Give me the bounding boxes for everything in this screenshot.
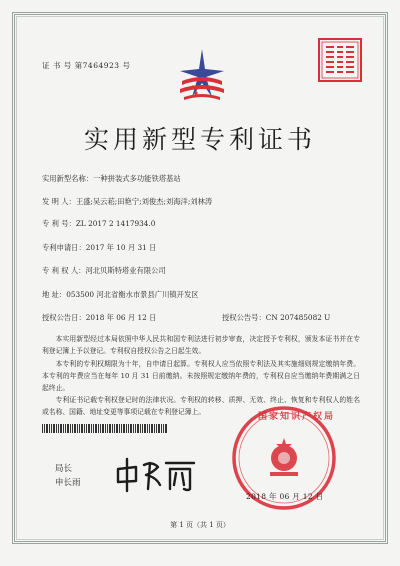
field-grant-pub-no bbox=[222, 313, 330, 323]
field-patent-no bbox=[42, 219, 155, 229]
field-value: 2017 年 10 月 31 日 bbox=[85, 243, 157, 252]
patent-office-emblem-icon bbox=[172, 47, 232, 109]
field-filing-date bbox=[42, 243, 156, 253]
seal-date: 2018 年 06 月 12 日 bbox=[246, 492, 324, 501]
director-name: 申长雨 bbox=[55, 478, 81, 488]
field-inventors bbox=[42, 197, 212, 207]
field-address bbox=[42, 290, 199, 300]
barcode-icon bbox=[42, 424, 168, 433]
field-value: ZL 2017 2 1417934.0 bbox=[75, 219, 156, 228]
field-value: 王盛;吴云菘;田艳宁;刘俊杰;刘海洋;刘林涛 bbox=[75, 197, 213, 206]
paragraph-grant: 本实用新型经过本局依照中华人民共和国专利法进行初步审查，决定授予专利权，颁发本证书并在专利登记簿上予以登记。专利权自授权公告之日起生效。 bbox=[42, 335, 360, 356]
field-grant-date bbox=[42, 313, 156, 323]
paragraph-term: 本专利的专利权期限为十年，自申请日起算。专利权人应当依照专利法及其实施细则规定缴纳年费。本专利的年费应当在每年 10 月 31 日前缴纳。未按照规定缴纳年费的，专利权自应当缴纳年费期满之日起终止。 bbox=[42, 360, 360, 393]
field-label: 专利申请日： bbox=[42, 243, 86, 252]
field-label: 专 利 号： bbox=[42, 219, 76, 228]
field-value: 2018 年 06 月 12 日 bbox=[85, 313, 157, 322]
field-value: CN 207485082 U bbox=[265, 313, 331, 322]
director-title: 局长 bbox=[55, 464, 73, 474]
field-value: 河北贝斯特塔业有限公司 bbox=[85, 266, 166, 275]
director-signature-icon bbox=[112, 455, 198, 495]
field-label: 实用新型名称： bbox=[42, 174, 94, 183]
watermark-seal-icon bbox=[318, 38, 362, 82]
paragraph-legal-status: 专利证书记载专利权登记时的法律状况。专利权的转移、质押、无效、终止、恢复和专利权人的姓名或名称、国籍、地址变更等事项记载在专利登记簿上。 bbox=[42, 396, 360, 417]
page-number: 第 1 页（共 1 页） bbox=[170, 521, 230, 529]
field-label: 发 明 人： bbox=[42, 197, 76, 206]
field-label: 授权公告号： bbox=[222, 313, 266, 322]
certificate-number: 证 书 号 第7464923 号 bbox=[42, 61, 131, 70]
seal-text: 国家知识产权局 bbox=[258, 412, 336, 422]
field-label: 专 利 权 人： bbox=[42, 266, 86, 275]
field-label: 地 址： bbox=[42, 290, 67, 299]
field-utility-model-name bbox=[42, 174, 181, 184]
field-value: 一种拼装式多功能铁塔基站 bbox=[93, 174, 181, 183]
field-patentee bbox=[42, 266, 166, 276]
field-label: 授权公告日： bbox=[42, 313, 86, 322]
field-value: 053500 河北省衡水市景县广川镇开发区 bbox=[66, 290, 199, 299]
certificate-title: 实用新型专利证书 bbox=[83, 125, 316, 154]
